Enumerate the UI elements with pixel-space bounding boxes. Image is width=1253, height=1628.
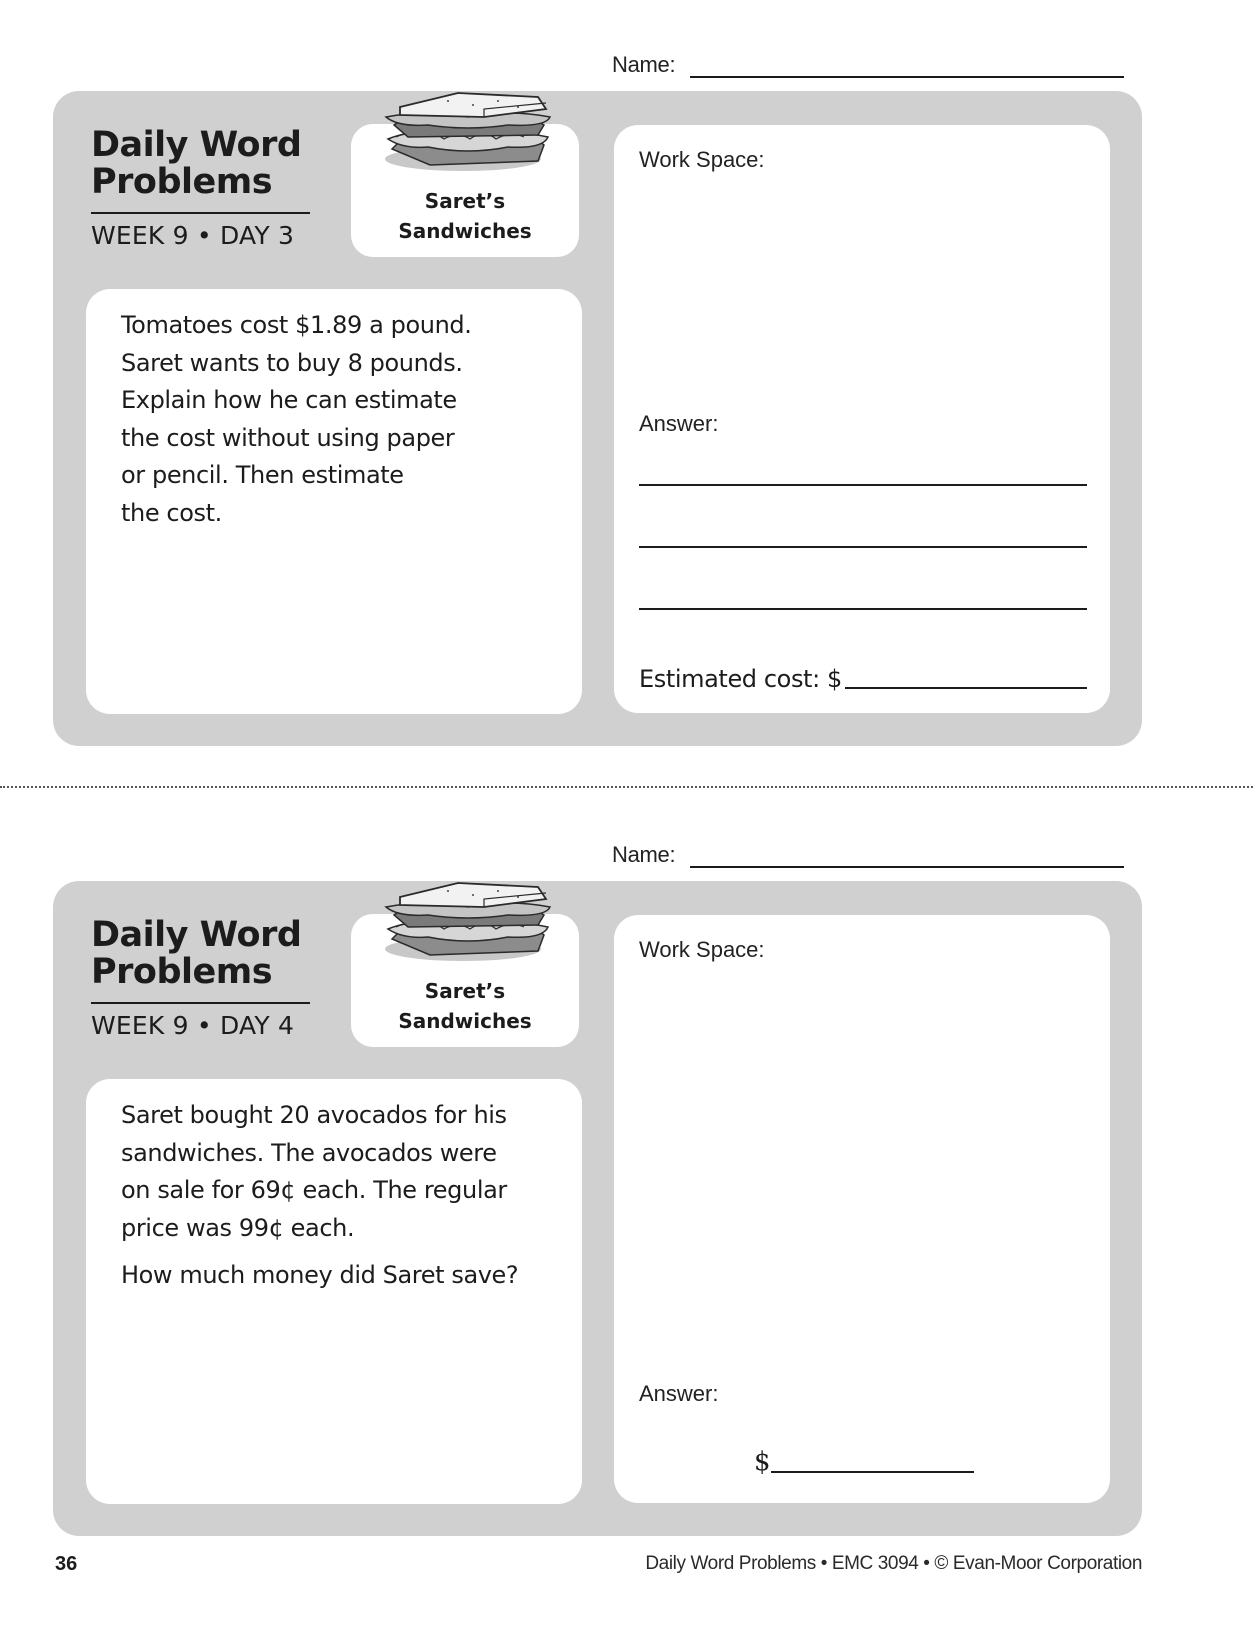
name-field-row <box>612 50 1124 80</box>
work-space-label: Work Space: <box>639 147 765 172</box>
problem-line: Saret wants to buy 8 pounds. <box>121 348 463 377</box>
worksheet-title <box>91 917 301 991</box>
theme-line-2: Sandwiches <box>398 219 532 243</box>
page-number: 36 <box>55 1553 78 1575</box>
worksheet-panel-day4 <box>53 881 1142 1536</box>
title-line-2: Problems <box>91 952 273 992</box>
theme-line-2: Sandwiches <box>398 1009 532 1033</box>
problem-box <box>86 1079 582 1504</box>
name-label: Name: <box>612 52 676 77</box>
problem-line: price was 99¢ each. <box>121 1213 355 1242</box>
week-day-label: WEEK 9 • DAY 3 <box>91 221 295 250</box>
sandwich-icon <box>378 87 558 175</box>
problem-line: sandwiches. The avocados were <box>121 1138 497 1167</box>
answer-label: Answer: <box>639 411 719 436</box>
problem-question: How much money did Saret save? <box>121 1261 519 1289</box>
problem-line: Saret bought 20 avocados for his <box>121 1101 507 1129</box>
problem-line: or pencil. Then estimate <box>121 461 404 489</box>
name-label: Name: <box>612 842 676 867</box>
dollar-sign: $ <box>754 1447 771 1477</box>
worksheet-title <box>91 127 301 201</box>
title-divider <box>91 212 310 214</box>
problem-text <box>121 307 561 532</box>
theme-title <box>351 976 579 1036</box>
problem-line: on sale for 69¢ each. The regular <box>121 1176 507 1204</box>
theme-line-1: Saret’s <box>424 189 506 213</box>
name-input-line[interactable] <box>690 76 1124 78</box>
title-divider <box>91 1002 310 1004</box>
cut-line-divider <box>0 786 1253 788</box>
estimated-cost-input-line[interactable] <box>845 687 1087 689</box>
problem-line: the cost. <box>121 498 222 527</box>
theme-title <box>351 186 579 246</box>
estimated-cost-label: Estimated cost: $ <box>639 665 842 693</box>
title-line-1: Daily Word <box>91 125 302 165</box>
estimated-cost-row <box>639 659 1087 693</box>
problem-line: the cost without using paper <box>121 423 455 452</box>
problem-line: Tomatoes cost $1.89 a pound. <box>121 311 472 339</box>
name-field-row <box>612 840 1124 870</box>
week-day-label: WEEK 9 • DAY 4 <box>91 1011 295 1040</box>
worksheet-panel-day3 <box>53 91 1142 746</box>
title-line-2: Problems <box>91 162 273 202</box>
theme-line-1: Saret’s <box>424 979 506 1003</box>
answer-line-3[interactable] <box>639 608 1087 610</box>
problem-line: Explain how he can estimate <box>121 386 457 414</box>
work-space-box[interactable] <box>614 125 1110 713</box>
answer-label: Answer: <box>639 1381 719 1406</box>
problem-box <box>86 289 582 714</box>
work-space-box[interactable] <box>614 915 1110 1503</box>
sandwich-icon <box>378 877 558 965</box>
dollar-answer-row <box>754 1443 974 1477</box>
title-line-1: Daily Word <box>91 915 302 955</box>
problem-text <box>121 1097 561 1295</box>
dollar-answer-input-line[interactable] <box>771 1471 974 1473</box>
name-input-line[interactable] <box>690 866 1124 868</box>
work-space-label: Work Space: <box>639 937 765 962</box>
answer-line-1[interactable] <box>639 484 1087 486</box>
footer-credit: Daily Word Problems • EMC 3094 • © Evan-Moor Corporation <box>645 1553 1142 1574</box>
answer-line-2[interactable] <box>639 546 1087 548</box>
